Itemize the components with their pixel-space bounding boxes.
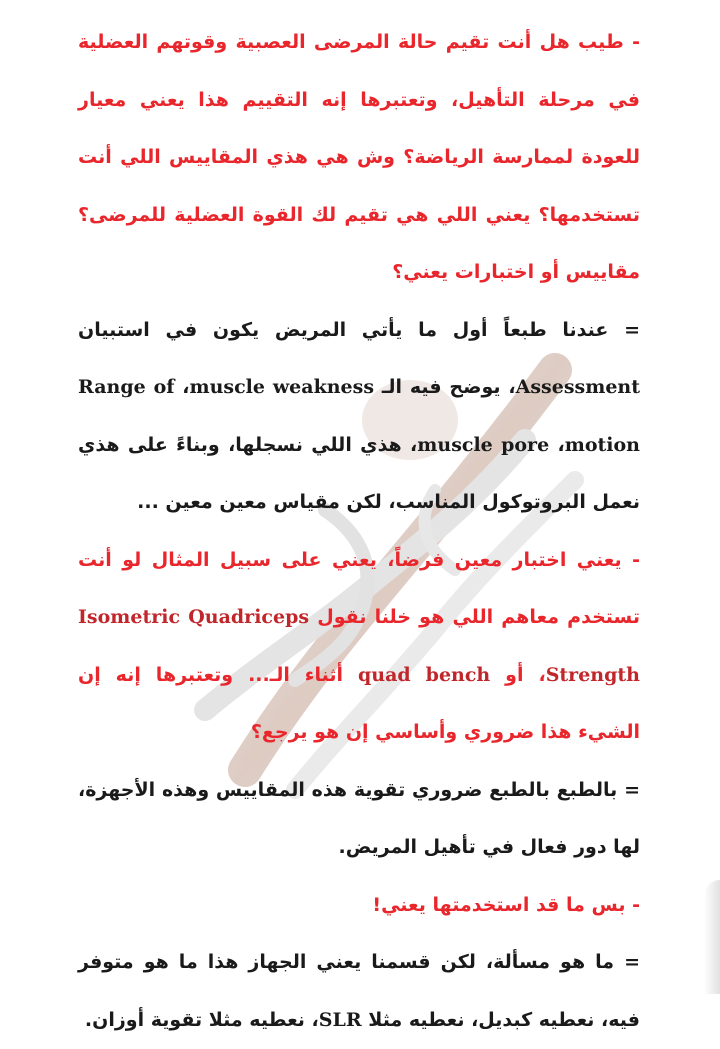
term-muscle-weakness: muscle weakness [189, 376, 375, 398]
answer-3-part-1: = ما هو مسألة، لكن قسمنا يعني الجهاز هذا ما هو متوفر فيه، نعطيه كبديل، نعطيه مثلا [78, 951, 640, 1031]
question-2-part-1: - يعني اختبار معين فرضاً، يعني على سبيل المثال لو أنت تستخدم معاهم اللي هو خلنا نقول [78, 548, 640, 628]
question-2-part-2: ، أو [490, 663, 546, 686]
answer-paragraph-1 [78, 302, 640, 532]
answer-1-part-3: ، [174, 376, 190, 398]
term-muscle-pore: muscle pore [417, 433, 550, 456]
answer-3-part-2: ، نعطيه مثلا تقوية أوزان. [84, 1008, 319, 1031]
answer-1-part-4: ، [549, 433, 565, 456]
question-paragraph-1 [78, 14, 640, 302]
term-slr: SLR [318, 1008, 362, 1031]
question-paragraph-2 [78, 532, 640, 762]
answer-paragraph-2 [78, 762, 640, 877]
answer-paragraph-3 [78, 934, 640, 1049]
question-2-part-3: أثناء الـ... وتعتبرها إنه إن الشيء هذا ضروري وأساسي إن هو يرجع؟ [78, 663, 640, 743]
term-quad-bench: quad bench [358, 663, 491, 686]
answer-1-part-2: ، يوضح فيه الـ [374, 376, 516, 398]
transcript-body [78, 14, 640, 1049]
question-text-3: - بس ما قد استخدمتها يعني! [372, 893, 640, 916]
term-range-of-motion: Range of motion [78, 376, 640, 456]
term-assessment: Assessment [515, 376, 641, 398]
question-paragraph-3 [78, 877, 640, 935]
term-isometric-quadriceps-strength: Isometric Quadriceps Strength [78, 606, 640, 686]
answer-text-2: = بالطبع بالطبع ضروري تقوية هذه المقاييس وهذه الأجهزة، لها دور فعال في تأهيل المريض. [78, 778, 640, 858]
answer-1-part-1: = عندنا طبعاً أول ما يأتي المريض يكون في استبيان [78, 318, 640, 341]
page-edge-shadow [704, 880, 720, 994]
answer-1-part-5: ، هذي اللي نسجلها، وبناءً على هذي نعمل البروتوكول المناسب، لكن مقياس معين معين ... [78, 433, 640, 513]
question-text-1: - طيب هل أنت تقيم حالة المرضى العصبية وقوتهم العضلية في مرحلة التأهيل، وتعتبرها إنه التقييم هذا يعني معيار للعودة لممارسة الرياضة؟ وش هي هذي المقاييس اللي أنت تستخدمها؟ يعني اللي هي تقيم لك القوة العضلية للمرضى؟ مقاييس أو اختبارات يعني؟ [78, 31, 640, 283]
